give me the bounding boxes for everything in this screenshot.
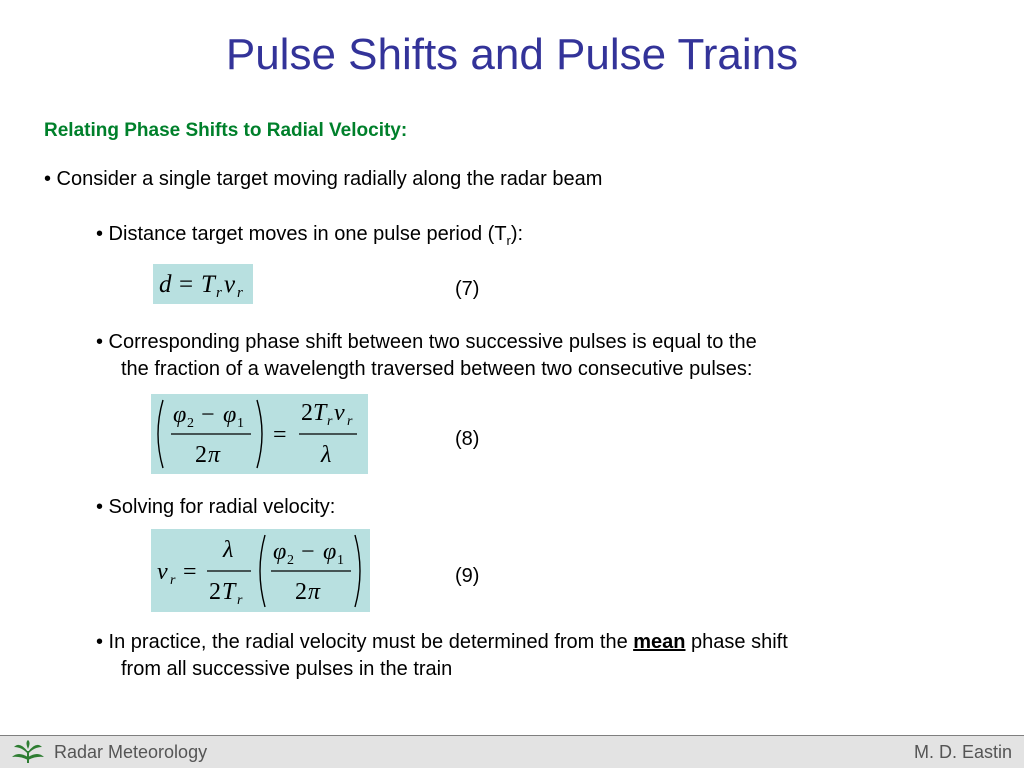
svg-text:2: 2 (195, 442, 207, 468)
equation-7-svg (153, 264, 253, 304)
svg-text:T: T (313, 400, 327, 426)
svg-text:λ: λ (223, 537, 234, 563)
svg-text:v: v (334, 400, 345, 426)
bullet-solving: • Solving for radial velocity: (96, 496, 336, 518)
svg-text:=: = (183, 559, 197, 585)
svg-text:1: 1 (237, 416, 244, 431)
bullet-practice-prefix: • In practice, the radial velocity must be determined from the (96, 631, 634, 653)
svg-text:−: − (301, 539, 315, 565)
equation-8-svg (151, 394, 368, 474)
equation-7-number: (7) (455, 278, 480, 300)
svg-text:r: r (327, 414, 333, 429)
svg-text:r: r (237, 593, 243, 608)
svg-text:π: π (308, 579, 321, 605)
svg-text:2: 2 (287, 553, 294, 568)
svg-text:φ: φ (223, 402, 237, 428)
footer-author: M. D. Eastin (913, 742, 1012, 762)
svg-text:=: = (179, 271, 194, 298)
svg-text:v: v (224, 271, 236, 298)
footer-course-name: Radar Meteorology (54, 742, 208, 762)
svg-text:−: − (201, 402, 215, 428)
equation-8 (151, 394, 368, 474)
bullet-distance-suffix: ): (510, 223, 524, 245)
svg-text:φ: φ (273, 539, 287, 565)
equation-9 (151, 529, 370, 612)
bullet-consider-target: • Consider a single target moving radially along the radar beam (44, 168, 603, 190)
svg-text:r: r (170, 573, 176, 588)
bullet-practice-line1 (96, 629, 788, 656)
svg-text:1: 1 (337, 553, 344, 568)
svg-text:v: v (157, 559, 168, 585)
bullet-distance-prefix: • Distance target moves in one pulse period (T (96, 223, 507, 245)
svg-text:d: d (159, 271, 172, 298)
bullet-distance-sub: r (506, 233, 511, 248)
radar-logo-icon (10, 739, 46, 770)
svg-text:2: 2 (187, 416, 194, 431)
svg-text:φ: φ (323, 539, 337, 565)
svg-text:λ: λ (321, 442, 332, 468)
slide-subtitle: Relating Phase Shifts to Radial Velocity: (44, 120, 408, 141)
bullet-practice-mean: mean (633, 631, 686, 653)
svg-text:φ: φ (173, 402, 187, 428)
svg-text:r: r (237, 285, 243, 301)
slide-title: Pulse Shifts and Pulse Trains (225, 30, 799, 79)
svg-text:2: 2 (301, 400, 313, 426)
bullet-practice-line2: from all successive pulses in the train (121, 658, 453, 680)
slide-footer (0, 735, 1024, 768)
equation-9-svg (151, 529, 370, 612)
bullet-distance (96, 221, 523, 254)
svg-text:π: π (208, 442, 221, 468)
bullet-phase-shift-line2: the fraction of a wavelength traversed between two consecutive pulses: (121, 358, 753, 380)
svg-text:2: 2 (209, 579, 221, 605)
bullet-practice-suffix: phase shift (685, 631, 788, 653)
equation-7 (153, 264, 253, 304)
svg-text:r: r (347, 414, 353, 429)
svg-text:2: 2 (295, 579, 307, 605)
bullet-phase-shift-line1: • Corresponding phase shift between two successive pulses is equal to the (96, 331, 757, 353)
svg-text:r: r (216, 285, 222, 301)
equation-9-number: (9) (455, 565, 480, 587)
svg-text:T: T (201, 271, 215, 298)
svg-text:T: T (222, 579, 236, 605)
equation-8-number: (8) (455, 428, 480, 450)
svg-text:=: = (273, 422, 287, 448)
